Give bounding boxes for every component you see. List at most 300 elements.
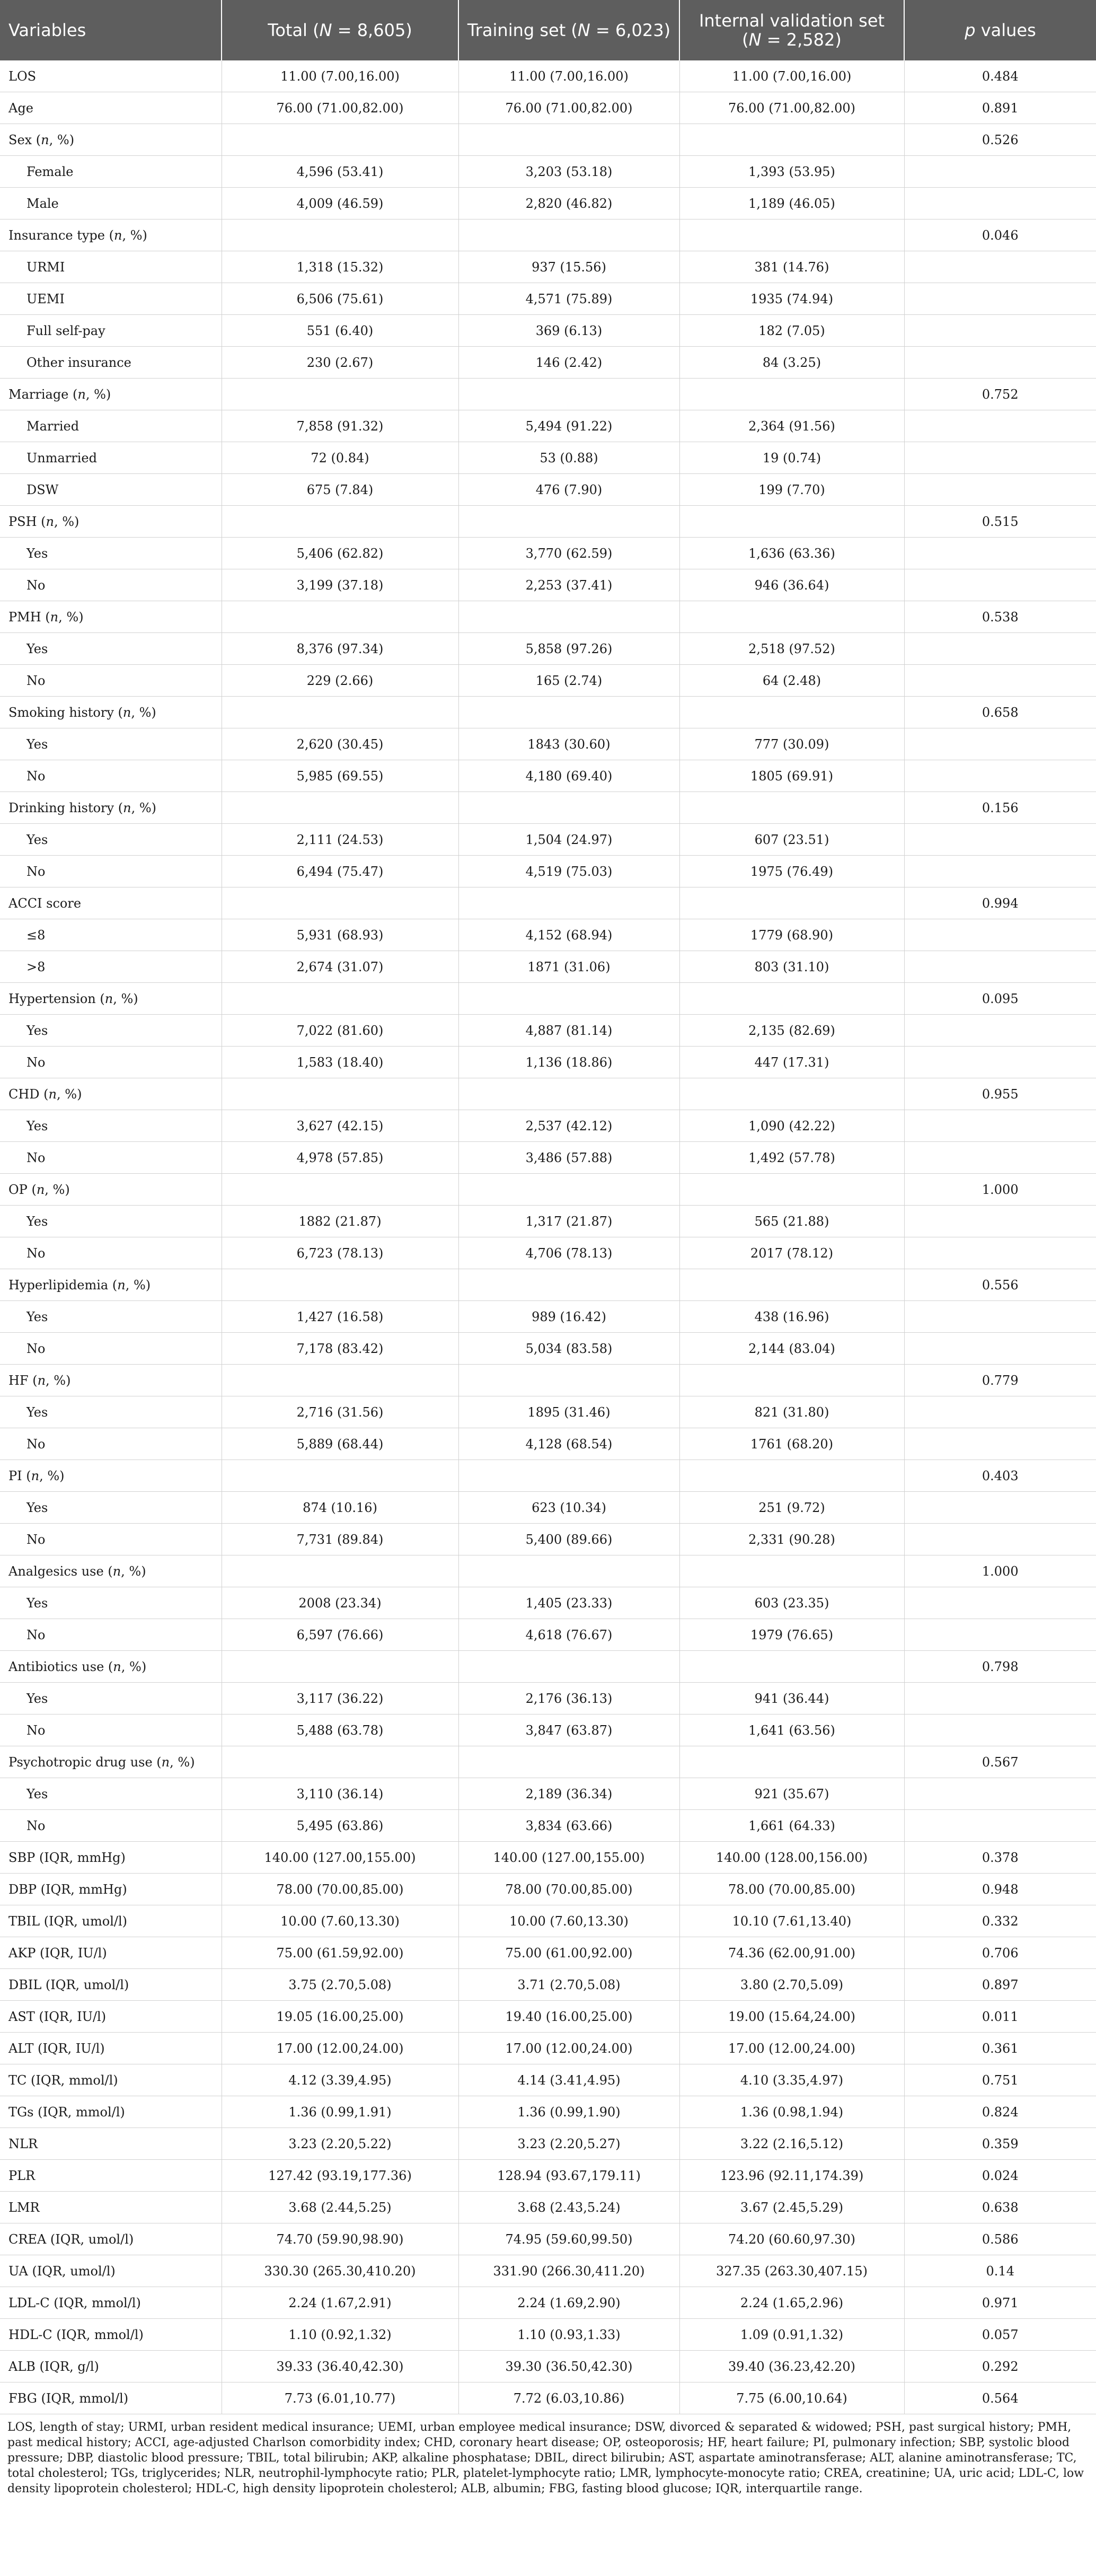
cell-p-value bbox=[904, 1015, 1096, 1047]
cell-total: 75.00 (61.59,92.00) bbox=[222, 1937, 458, 1969]
cell-total: 1,318 (15.32) bbox=[222, 251, 458, 283]
cell-variable: Smoking history (n, %) bbox=[0, 697, 222, 728]
cell-total: 675 (7.84) bbox=[222, 474, 458, 506]
cell-total: 2,674 (31.07) bbox=[222, 951, 458, 983]
table-body bbox=[0, 60, 1096, 2414]
table-row bbox=[0, 1301, 1096, 1333]
cell-variable: Full self-pay bbox=[0, 315, 222, 347]
table-row bbox=[0, 1078, 1096, 1110]
cell-total: 551 (6.40) bbox=[222, 315, 458, 347]
cell-variable: ALB (IQR, g/l) bbox=[0, 2351, 222, 2382]
cell-training: 4,618 (76.67) bbox=[458, 1619, 679, 1651]
cell-variable: No bbox=[0, 1524, 222, 1555]
cell-p-value bbox=[904, 760, 1096, 792]
cell-total bbox=[222, 792, 458, 824]
table-row bbox=[0, 347, 1096, 379]
cell-training: 2.24 (1.69,2.90) bbox=[458, 2287, 679, 2319]
cell-validation: 10.10 (7.61,13.40) bbox=[679, 1905, 904, 1937]
cell-p-value bbox=[904, 633, 1096, 665]
cell-training: 1871 (31.06) bbox=[458, 951, 679, 983]
cell-training: 1,317 (21.87) bbox=[458, 1206, 679, 1237]
cell-training: 128.94 (93.67,179.11) bbox=[458, 2160, 679, 2192]
cell-p-value bbox=[904, 1619, 1096, 1651]
cell-variable: LOS bbox=[0, 60, 222, 92]
table-row bbox=[0, 919, 1096, 951]
cell-p-value bbox=[904, 1301, 1096, 1333]
cell-validation: 2.24 (1.65,2.96) bbox=[679, 2287, 904, 2319]
cell-training: 4,180 (69.40) bbox=[458, 760, 679, 792]
cell-total: 1.10 (0.92,1.32) bbox=[222, 2319, 458, 2351]
cell-validation: 1935 (74.94) bbox=[679, 283, 904, 315]
cell-training: 2,189 (36.34) bbox=[458, 1778, 679, 1810]
cell-variable: Analgesics use (n, %) bbox=[0, 1555, 222, 1587]
cell-validation bbox=[679, 1365, 904, 1396]
table-row bbox=[0, 442, 1096, 474]
cell-total: 5,495 (63.86) bbox=[222, 1810, 458, 1842]
cell-validation: 327.35 (263.30,407.15) bbox=[679, 2255, 904, 2287]
cell-total bbox=[222, 1746, 458, 1778]
cell-training bbox=[458, 124, 679, 156]
cell-validation bbox=[679, 1078, 904, 1110]
cell-training: 5,034 (83.58) bbox=[458, 1333, 679, 1365]
cell-validation bbox=[679, 1746, 904, 1778]
cell-variable: HDL-C (IQR, mmol/l) bbox=[0, 2319, 222, 2351]
cell-validation: 1,090 (42.22) bbox=[679, 1110, 904, 1142]
cell-training: 1,504 (24.97) bbox=[458, 824, 679, 856]
cell-variable: DSW bbox=[0, 474, 222, 506]
cell-variable: HF (n, %) bbox=[0, 1365, 222, 1396]
cell-p-value bbox=[904, 251, 1096, 283]
cell-training bbox=[458, 1555, 679, 1587]
table-row bbox=[0, 856, 1096, 887]
table-row bbox=[0, 219, 1096, 251]
cell-variable: CREA (IQR, umol/l) bbox=[0, 2223, 222, 2255]
cell-p-value bbox=[904, 1206, 1096, 1237]
cell-p-value bbox=[904, 1333, 1096, 1365]
cell-p-value bbox=[904, 315, 1096, 347]
cell-validation bbox=[679, 601, 904, 633]
cell-total: 3,627 (42.15) bbox=[222, 1110, 458, 1142]
cell-variable: Hyperlipidemia (n, %) bbox=[0, 1269, 222, 1301]
cell-variable: LMR bbox=[0, 2192, 222, 2223]
cell-total: 6,723 (78.13) bbox=[222, 1237, 458, 1269]
cell-total: 7,178 (83.42) bbox=[222, 1333, 458, 1365]
cell-total: 5,889 (68.44) bbox=[222, 1428, 458, 1460]
cell-validation: 74.36 (62.00,91.00) bbox=[679, 1937, 904, 1969]
cell-training: 1895 (31.46) bbox=[458, 1396, 679, 1428]
table-row bbox=[0, 60, 1096, 92]
cell-p-value bbox=[904, 1142, 1096, 1174]
cell-p-value: 0.526 bbox=[904, 124, 1096, 156]
cell-training: 1843 (30.60) bbox=[458, 728, 679, 760]
cell-variable: Other insurance bbox=[0, 347, 222, 379]
cell-training: 623 (10.34) bbox=[458, 1492, 679, 1524]
cell-p-value: 0.971 bbox=[904, 2287, 1096, 2319]
cell-variable: PLR bbox=[0, 2160, 222, 2192]
cell-p-value: 0.361 bbox=[904, 2033, 1096, 2064]
cell-training: 10.00 (7.60,13.30) bbox=[458, 1905, 679, 1937]
header-p-values: p values bbox=[904, 0, 1096, 60]
cell-validation: 3.67 (2.45,5.29) bbox=[679, 2192, 904, 2223]
cell-p-value: 0.779 bbox=[904, 1365, 1096, 1396]
cell-variable: UA (IQR, umol/l) bbox=[0, 2255, 222, 2287]
table-row bbox=[0, 1015, 1096, 1047]
cell-validation: 140.00 (128.00,156.00) bbox=[679, 1842, 904, 1874]
cell-training: 11.00 (7.00,16.00) bbox=[458, 60, 679, 92]
cell-total bbox=[222, 219, 458, 251]
cell-training: 369 (6.13) bbox=[458, 315, 679, 347]
cell-p-value: 0.824 bbox=[904, 2096, 1096, 2128]
cell-variable: PMH (n, %) bbox=[0, 601, 222, 633]
cell-variable: Female bbox=[0, 156, 222, 188]
cell-variable: DBP (IQR, mmHg) bbox=[0, 1874, 222, 1905]
cell-p-value bbox=[904, 1778, 1096, 1810]
cell-validation: 1805 (69.91) bbox=[679, 760, 904, 792]
cell-total bbox=[222, 601, 458, 633]
table-row bbox=[0, 1142, 1096, 1174]
cell-training bbox=[458, 1651, 679, 1683]
cell-variable: PSH (n, %) bbox=[0, 506, 222, 538]
cell-variable: ACCI score bbox=[0, 887, 222, 919]
cell-p-value: 0.14 bbox=[904, 2255, 1096, 2287]
cell-p-value: 0.024 bbox=[904, 2160, 1096, 2192]
table-row bbox=[0, 2223, 1096, 2255]
cell-p-value: 0.484 bbox=[904, 60, 1096, 92]
cell-variable: Yes bbox=[0, 1110, 222, 1142]
table-row bbox=[0, 1778, 1096, 1810]
cell-total: 3.23 (2.20,5.22) bbox=[222, 2128, 458, 2160]
table-row bbox=[0, 1969, 1096, 2001]
table-row bbox=[0, 2096, 1096, 2128]
cell-variable: OP (n, %) bbox=[0, 1174, 222, 1206]
cell-training: 146 (2.42) bbox=[458, 347, 679, 379]
table-row bbox=[0, 633, 1096, 665]
table-row bbox=[0, 1110, 1096, 1142]
cell-variable: Yes bbox=[0, 1396, 222, 1428]
cell-validation: 2,518 (97.52) bbox=[679, 633, 904, 665]
cell-validation: 1761 (68.20) bbox=[679, 1428, 904, 1460]
cell-p-value bbox=[904, 951, 1096, 983]
table-row bbox=[0, 1937, 1096, 1969]
table-row bbox=[0, 156, 1096, 188]
cell-validation: 19 (0.74) bbox=[679, 442, 904, 474]
table-row bbox=[0, 2160, 1096, 2192]
cell-total: 10.00 (7.60,13.30) bbox=[222, 1905, 458, 1937]
cell-training: 78.00 (70.00,85.00) bbox=[458, 1874, 679, 1905]
table-row bbox=[0, 1428, 1096, 1460]
table-row bbox=[0, 2382, 1096, 2414]
cell-total: 7.73 (6.01,10.77) bbox=[222, 2382, 458, 2414]
cell-variable: Yes bbox=[0, 538, 222, 569]
cell-p-value: 0.994 bbox=[904, 887, 1096, 919]
table-row bbox=[0, 1492, 1096, 1524]
cell-p-value: 0.359 bbox=[904, 2128, 1096, 2160]
table-row bbox=[0, 1746, 1096, 1778]
cell-validation bbox=[679, 124, 904, 156]
table-row bbox=[0, 1206, 1096, 1237]
cell-p-value: 1.000 bbox=[904, 1174, 1096, 1206]
cell-total bbox=[222, 1078, 458, 1110]
cell-variable: Yes bbox=[0, 633, 222, 665]
cell-variable: Yes bbox=[0, 1301, 222, 1333]
cell-total: 1.36 (0.99,1.91) bbox=[222, 2096, 458, 2128]
cell-total: 39.33 (36.40,42.30) bbox=[222, 2351, 458, 2382]
cell-variable: No bbox=[0, 569, 222, 601]
cell-total: 72 (0.84) bbox=[222, 442, 458, 474]
cell-total bbox=[222, 1555, 458, 1587]
cell-variable: Hypertension (n, %) bbox=[0, 983, 222, 1015]
cell-variable: Sex (n, %) bbox=[0, 124, 222, 156]
cell-validation: 946 (36.64) bbox=[679, 569, 904, 601]
cell-validation: 381 (14.76) bbox=[679, 251, 904, 283]
cell-p-value: 0.658 bbox=[904, 697, 1096, 728]
cell-training: 2,176 (36.13) bbox=[458, 1683, 679, 1715]
cell-training: 4,519 (75.03) bbox=[458, 856, 679, 887]
cell-training bbox=[458, 219, 679, 251]
cell-total: 4,978 (57.85) bbox=[222, 1142, 458, 1174]
cell-p-value bbox=[904, 1587, 1096, 1619]
cell-p-value bbox=[904, 1524, 1096, 1555]
cell-variable: DBIL (IQR, umol/l) bbox=[0, 1969, 222, 2001]
cell-p-value: 0.538 bbox=[904, 601, 1096, 633]
cell-p-value bbox=[904, 919, 1096, 951]
cell-p-value bbox=[904, 410, 1096, 442]
cell-validation bbox=[679, 983, 904, 1015]
cell-training bbox=[458, 506, 679, 538]
cell-variable: No bbox=[0, 1237, 222, 1269]
cell-variable: NLR bbox=[0, 2128, 222, 2160]
cell-validation: 1,641 (63.56) bbox=[679, 1715, 904, 1746]
cell-p-value bbox=[904, 728, 1096, 760]
cell-variable: Yes bbox=[0, 1683, 222, 1715]
cell-variable: No bbox=[0, 1810, 222, 1842]
cell-total bbox=[222, 1460, 458, 1492]
table-row bbox=[0, 1237, 1096, 1269]
table-row bbox=[0, 665, 1096, 697]
cell-variable: AST (IQR, IU/l) bbox=[0, 2001, 222, 2033]
cell-validation: 11.00 (7.00,16.00) bbox=[679, 60, 904, 92]
cell-training bbox=[458, 379, 679, 410]
cell-training: 4,887 (81.14) bbox=[458, 1015, 679, 1047]
cell-variable: No bbox=[0, 760, 222, 792]
cell-p-value bbox=[904, 1810, 1096, 1842]
cell-p-value: 0.403 bbox=[904, 1460, 1096, 1492]
cell-p-value: 0.891 bbox=[904, 92, 1096, 124]
cell-validation bbox=[679, 697, 904, 728]
table-row bbox=[0, 2319, 1096, 2351]
cell-p-value bbox=[904, 1237, 1096, 1269]
cell-training bbox=[458, 1269, 679, 1301]
cell-total: 6,506 (75.61) bbox=[222, 283, 458, 315]
cell-training: 140.00 (127.00,155.00) bbox=[458, 1842, 679, 1874]
table-row bbox=[0, 887, 1096, 919]
table-row bbox=[0, 1269, 1096, 1301]
cell-validation: 17.00 (12.00,24.00) bbox=[679, 2033, 904, 2064]
cell-total: 5,406 (62.82) bbox=[222, 538, 458, 569]
header-internal-validation-set: Internal validation set (N = 2,582) bbox=[679, 0, 904, 60]
cell-training: 1,136 (18.86) bbox=[458, 1047, 679, 1078]
table-row bbox=[0, 1842, 1096, 1874]
cell-variable: >8 bbox=[0, 951, 222, 983]
cell-validation: 19.00 (15.64,24.00) bbox=[679, 2001, 904, 2033]
table-row bbox=[0, 2033, 1096, 2064]
cell-validation: 447 (17.31) bbox=[679, 1047, 904, 1078]
cell-validation: 84 (3.25) bbox=[679, 347, 904, 379]
cell-training bbox=[458, 1746, 679, 1778]
table-row bbox=[0, 1396, 1096, 1428]
cell-variable: Yes bbox=[0, 1778, 222, 1810]
cell-validation bbox=[679, 1460, 904, 1492]
cell-p-value: 0.567 bbox=[904, 1746, 1096, 1778]
table-row bbox=[0, 601, 1096, 633]
cell-p-value: 0.564 bbox=[904, 2382, 1096, 2414]
cell-p-value: 0.955 bbox=[904, 1078, 1096, 1110]
cell-p-value bbox=[904, 1428, 1096, 1460]
table-row bbox=[0, 2001, 1096, 2033]
cell-training: 476 (7.90) bbox=[458, 474, 679, 506]
cell-training: 937 (15.56) bbox=[458, 251, 679, 283]
cell-total: 2,716 (31.56) bbox=[222, 1396, 458, 1428]
cell-validation: 2,144 (83.04) bbox=[679, 1333, 904, 1365]
cell-variable: TGs (IQR, mmol/l) bbox=[0, 2096, 222, 2128]
cell-total: 4,009 (46.59) bbox=[222, 188, 458, 219]
cell-p-value bbox=[904, 824, 1096, 856]
cell-p-value: 0.057 bbox=[904, 2319, 1096, 2351]
header-total: Total (N = 8,605) bbox=[222, 0, 458, 60]
table-row bbox=[0, 1683, 1096, 1715]
cell-training: 4.14 (3.41,4.95) bbox=[458, 2064, 679, 2096]
cell-total: 3,110 (36.14) bbox=[222, 1778, 458, 1810]
cell-validation: 2,364 (91.56) bbox=[679, 410, 904, 442]
cell-training bbox=[458, 601, 679, 633]
cell-total: 78.00 (70.00,85.00) bbox=[222, 1874, 458, 1905]
cell-total bbox=[222, 506, 458, 538]
cell-variable: No bbox=[0, 1619, 222, 1651]
cell-variable: SBP (IQR, mmHg) bbox=[0, 1842, 222, 1874]
cell-training bbox=[458, 887, 679, 919]
cell-training: 4,128 (68.54) bbox=[458, 1428, 679, 1460]
table-row bbox=[0, 760, 1096, 792]
table-row bbox=[0, 697, 1096, 728]
cell-validation bbox=[679, 1174, 904, 1206]
cell-total: 2,620 (30.45) bbox=[222, 728, 458, 760]
cell-training: 1,405 (23.33) bbox=[458, 1587, 679, 1619]
table-row bbox=[0, 474, 1096, 506]
cell-total: 140.00 (127.00,155.00) bbox=[222, 1842, 458, 1874]
cell-training: 3,834 (63.66) bbox=[458, 1810, 679, 1842]
table-row bbox=[0, 1524, 1096, 1555]
cell-total: 3.75 (2.70,5.08) bbox=[222, 1969, 458, 2001]
cell-variable: Unmarried bbox=[0, 442, 222, 474]
cell-p-value bbox=[904, 1396, 1096, 1428]
cell-variable: Male bbox=[0, 188, 222, 219]
cell-training: 331.90 (266.30,411.20) bbox=[458, 2255, 679, 2287]
cell-p-value bbox=[904, 1715, 1096, 1746]
header-variables: Variables bbox=[0, 0, 222, 60]
cell-p-value: 0.156 bbox=[904, 792, 1096, 824]
cell-validation: 7.75 (6.00,10.64) bbox=[679, 2382, 904, 2414]
cell-validation: 2017 (78.12) bbox=[679, 1237, 904, 1269]
cell-total bbox=[222, 983, 458, 1015]
cell-total: 1882 (21.87) bbox=[222, 1206, 458, 1237]
cell-p-value bbox=[904, 283, 1096, 315]
cell-validation bbox=[679, 1555, 904, 1587]
table-row bbox=[0, 410, 1096, 442]
table-row bbox=[0, 1174, 1096, 1206]
table-row bbox=[0, 1333, 1096, 1365]
cell-validation: 1,492 (57.78) bbox=[679, 1142, 904, 1174]
cell-variable: Yes bbox=[0, 728, 222, 760]
cell-training bbox=[458, 792, 679, 824]
cell-training: 3,847 (63.87) bbox=[458, 1715, 679, 1746]
table-row bbox=[0, 951, 1096, 983]
cell-validation bbox=[679, 379, 904, 410]
cell-validation: 565 (21.88) bbox=[679, 1206, 904, 1237]
cell-training bbox=[458, 1078, 679, 1110]
cell-total: 3,199 (37.18) bbox=[222, 569, 458, 601]
cell-validation: 4.10 (3.35,4.97) bbox=[679, 2064, 904, 2096]
cell-training: 4,152 (68.94) bbox=[458, 919, 679, 951]
table-row bbox=[0, 792, 1096, 824]
cell-training: 1.10 (0.93,1.33) bbox=[458, 2319, 679, 2351]
cell-training bbox=[458, 983, 679, 1015]
cell-variable: FBG (IQR, mmol/l) bbox=[0, 2382, 222, 2414]
table-row bbox=[0, 2287, 1096, 2319]
cell-variable: Age bbox=[0, 92, 222, 124]
cell-p-value bbox=[904, 1047, 1096, 1078]
cell-variable: LDL-C (IQR, mmol/l) bbox=[0, 2287, 222, 2319]
cell-validation: 76.00 (71.00,82.00) bbox=[679, 92, 904, 124]
cell-p-value: 0.332 bbox=[904, 1905, 1096, 1937]
cell-variable: Yes bbox=[0, 824, 222, 856]
cell-total: 11.00 (7.00,16.00) bbox=[222, 60, 458, 92]
table-row bbox=[0, 124, 1096, 156]
cell-training: 4,571 (75.89) bbox=[458, 283, 679, 315]
table-row bbox=[0, 728, 1096, 760]
cell-total: 4,596 (53.41) bbox=[222, 156, 458, 188]
cell-training: 7.72 (6.03,10.86) bbox=[458, 2382, 679, 2414]
cell-validation: 1,189 (46.05) bbox=[679, 188, 904, 219]
table-row bbox=[0, 1619, 1096, 1651]
cell-validation: 64 (2.48) bbox=[679, 665, 904, 697]
cell-validation: 182 (7.05) bbox=[679, 315, 904, 347]
cell-validation bbox=[679, 887, 904, 919]
cell-training: 989 (16.42) bbox=[458, 1301, 679, 1333]
cell-validation bbox=[679, 506, 904, 538]
cell-validation: 123.96 (92.11,174.39) bbox=[679, 2160, 904, 2192]
header-row bbox=[0, 0, 1096, 60]
cell-training: 39.30 (36.50,42.30) bbox=[458, 2351, 679, 2382]
cell-total: 19.05 (16.00,25.00) bbox=[222, 2001, 458, 2033]
table-row bbox=[0, 538, 1096, 569]
cell-p-value: 0.752 bbox=[904, 379, 1096, 410]
cell-total: 874 (10.16) bbox=[222, 1492, 458, 1524]
cell-total: 3.68 (2.44,5.25) bbox=[222, 2192, 458, 2223]
table-row bbox=[0, 1651, 1096, 1683]
cell-p-value: 0.706 bbox=[904, 1937, 1096, 1969]
cell-variable: No bbox=[0, 1333, 222, 1365]
cell-training: 3.23 (2.20,5.27) bbox=[458, 2128, 679, 2160]
cell-p-value: 0.586 bbox=[904, 2223, 1096, 2255]
cell-variable: CHD (n, %) bbox=[0, 1078, 222, 1110]
table-row bbox=[0, 824, 1096, 856]
cell-validation: 1,661 (64.33) bbox=[679, 1810, 904, 1842]
table-row bbox=[0, 283, 1096, 315]
cell-variable: Marriage (n, %) bbox=[0, 379, 222, 410]
cell-variable: No bbox=[0, 1047, 222, 1078]
cell-total: 17.00 (12.00,24.00) bbox=[222, 2033, 458, 2064]
cell-total: 4.12 (3.39,4.95) bbox=[222, 2064, 458, 2096]
